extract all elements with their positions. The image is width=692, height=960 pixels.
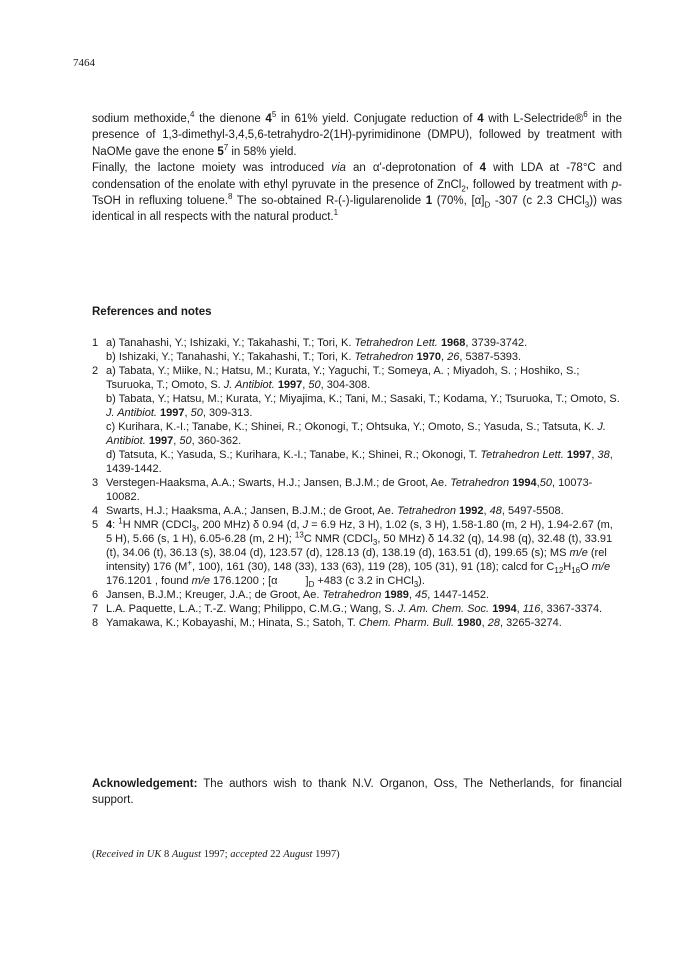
page-number: 7464 (73, 57, 95, 69)
reference-number: 7 (92, 603, 99, 615)
references-heading: References and notes (92, 306, 212, 318)
reference-number: 4 (92, 505, 99, 517)
acknowledgement-text: The authors wish to thank N.V. Organon, Oss, The Netherlands, for financial support. (92, 778, 622, 806)
body-text (92, 111, 622, 226)
reference-4: 4 Swarts, H.J.; Haaksma, A.A.; Jansen, B.J.M.; de Groot, Ae. Tetrahedron 1992, 48, 5497-5508. (92, 505, 564, 517)
references-list (92, 336, 622, 630)
reference-number: 1 (92, 337, 99, 349)
reference-number: 8 (92, 617, 99, 629)
reference-number: 6 (92, 589, 99, 601)
reference-1: 1 a) Tanahashi, Y.; Ishizaki, Y.; Takahashi, T.; Tori, K. Tetrahedron Lett. 1968, 3739-3742. b) Ishizaki, Y.; Tanahashi, Y.; Takahashi, T.; Tori, K. Tetrahedron 1970, 26, 5387-5393. (92, 337, 528, 363)
reference-number: 5 (92, 519, 99, 531)
reference-6: 6 Jansen, B.J.M.; Kreuger, J.A.; de Groot, Ae. Tetrahedron 1989, 45, 1447-1452. (92, 589, 490, 601)
acknowledgement-label: Acknowledgement: (92, 778, 198, 790)
acknowledgement (92, 776, 622, 808)
paragraph-2: Finally, the lactone moiety was introduced via an α'-deprotonation of 4 with LDA at -78°C and condensation of the enolate with ethyl pyruvate in the presence of ZnCl$_2$, followed by treatment with p-TsOH in refluxing toluene.$^8$ The so-obtained R-(-)-ligularenolide 1 (70%, $[\alpha]_D$ -307 (c 2.3 CHCl$_3$)) was identical in all respects with the natural product.$^1$ (92, 162, 622, 224)
reference-number: 2 (92, 365, 99, 377)
paragraph-1: sodium methoxide,$^4$ the dienone $4^5$ in 61% yield. Conjugate reduction of 4 with L-Selectride®$^6$ in the presence of 1,3-dimethyl-3,4,5,6-tetrahydro-2(1H)-pyrimidinone (DMPU), followed by treatment with NaOMe gave the enone $5^7$ in 58% yield. (92, 110, 622, 158)
reference-8: 8 Yamakawa, K.; Kobayashi, M.; Hinata, S.; Satoh, T. Chem. Pharm. Bull. 1980, 28, 3265-3274. (92, 617, 562, 629)
reference-5: 5 4: $^1$H NMR (CDCl$_3$, 200 MHz) δ 0.94 (d, J = 6.9 Hz, 3 H), 1.02 (s, 3 H), 1.58-1.80 (m, 2 H), 1.94-2.67 (m, 5 H), 5.66 (s, 1 H), 6.05-6.28 (m, 2 H); $^{13}$C NMR (CDCl$_3$, 50 MHz) δ 14.32 (q), 14.98 (q), 32.48 (t), 33.91 (t), 34.06 (t), 36.13 (s), 38.04 (d), 123.57 (d), 128.13 (d), 138.19 (d), 163.51 (d), 199.65 (s); MS m/e (rel intensity) 176 (M+, 100), 161 (30), 148 (33), 133 (63), 119 (28), 105 (31), 91 (18); calcd for $C_{12}H_{16}O$ m/e 176.1201 , found m/e 176.1200 ; [α ]$_D +483$ (c 3.2 in CHCl$_3$). (92, 516, 613, 590)
reference-2: 2 a) Tabata, Y.; Miike, N.; Hatsu, M.; Kurata, Y.; Yaguchi, T.; Someya, A. ; Miyadoh, S. ; Hoshiko, S.; Tsuruoka, T.; Omoto, S. J. Antibiot. 1997, 50, 304-308. b) Tabata, Y.; Hatsu, M.; Kurata, Y.; Miyajima, K.; Tani, M.; Sasaki, T.; Kodama, Y.; Tsuruoka, T.; Omoto, S. J. Antibiot. 1997, 50, 309-313. c) Kurihara, K.-I.; Tanabe, K.; Shinei, R.; Okonogi, T.; Ohtsuka, Y.; Omoto, S.; Yasuda, S.; Tatsuta, K. J. Antibiot. 1997, 50, 360-362. d) Tatsuta, K.; Yasuda, S.; Kurihara, K.-I.; Tanabe, K.; Shinei, R.; Okonogi, T. Tetrahedron Lett. 1997, 38, 1439-1442. (92, 365, 620, 475)
reference-3: 3 Verstegen-Haaksma, A.A.; Swarts, H.J.; Jansen, B.J.M.; de Groot, Ae. Tetrahedron 1994,50, 10073-10082. (92, 477, 593, 503)
received-note: (Received in UK 8 August 1997; accepted 22 August 1997) (92, 849, 340, 860)
reference-number: 3 (92, 477, 99, 489)
reference-7: 7 L.A. Paquette, L.A.; T.-Z. Wang; Philippo, C.M.G.; Wang, S. J. Am. Chem. Soc. 1994, 116, 3367-3374. (92, 603, 603, 615)
